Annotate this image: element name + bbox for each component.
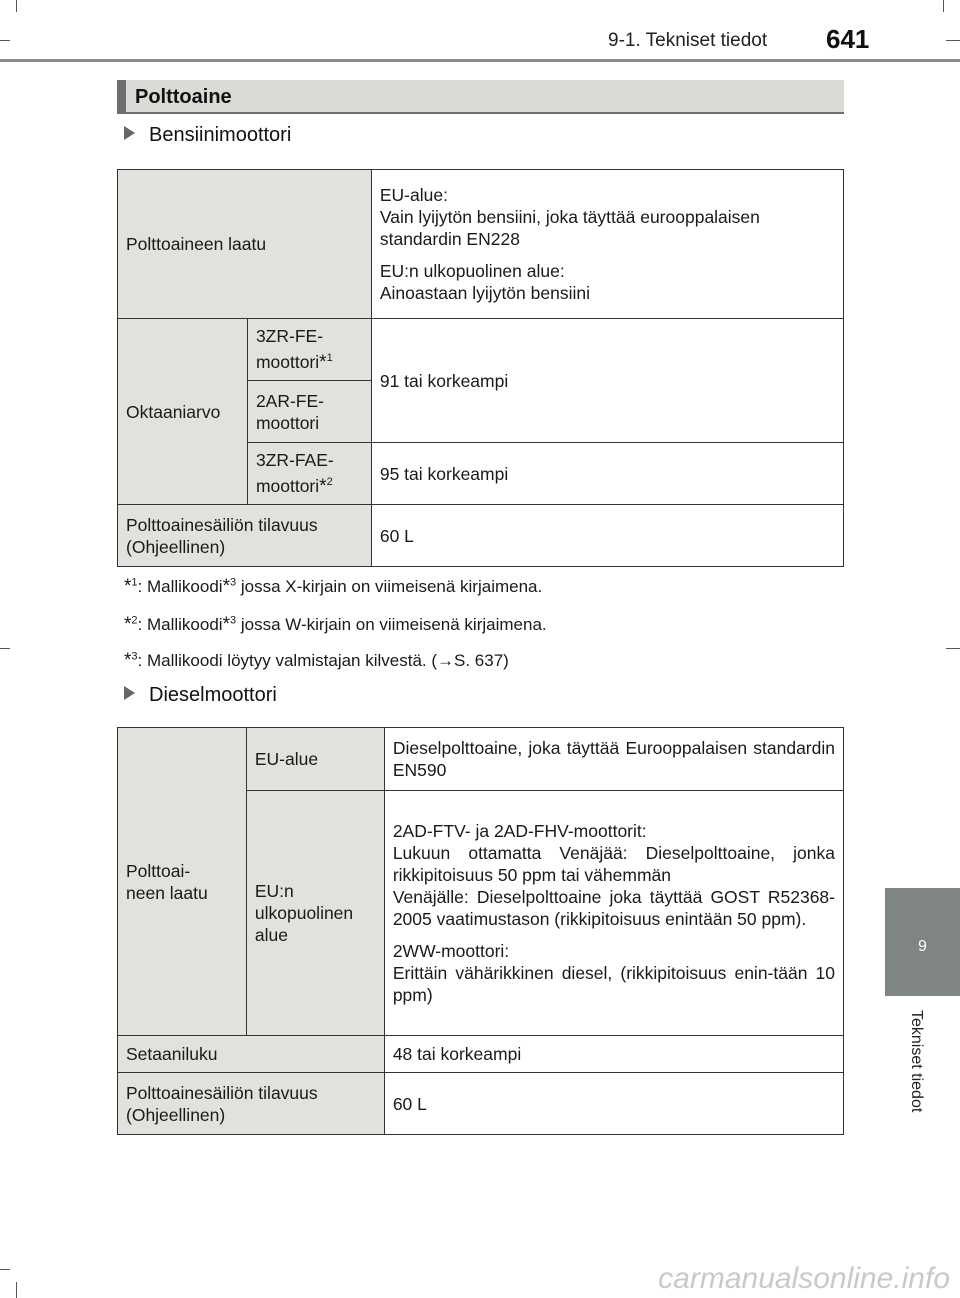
watermark: carmanualsonline.info [658,1262,950,1295]
engine-word: moottori [255,412,320,433]
footnote-text: jossa X-kirjain on viimeisenä kirjaimena. [236,577,543,596]
footnote-text: : Mallikoodi [137,577,223,596]
section-title: Polttoaine [135,86,232,108]
tank-label-line: (Ohjeellinen) [126,1104,226,1125]
noneu-engine-title: 2AD-FTV- ja 2AD-FHV-moottorit: [392,821,647,841]
engine-word: moottori [255,475,320,496]
chapter-label-text: Tekniset tiedot [908,1010,925,1113]
arrow-right-icon: → [437,651,455,670]
footnote-text: S. 637) [454,651,509,670]
running-head: 9-1. Tekniset tiedot [608,30,768,51]
noneu-text: Erittäin vähärikkinen diesel, (rikkipitoisuus enin-tään 10 ppm) [392,963,835,1005]
diesel-heading-text: Dieselmoottori [149,684,277,706]
label-line: ulkopuolinen [254,903,354,923]
label-line: EU:n [254,881,294,901]
octane-label: Oktaaniarvo [118,319,248,505]
table-row [118,1073,844,1135]
noneu-engine-title: 2WW-moottori: [392,941,510,961]
section-heading-bar [117,80,126,112]
chapter-tab [885,888,960,996]
footnote-mark: 1 [131,576,138,589]
petrol-tank-label [118,505,372,567]
octane-value-95: 95 tai korkeampi [371,443,843,505]
label-line: alue [254,925,288,945]
octane-value-91: 91 tai korkeampi [371,319,843,443]
noneu-value [384,791,843,1036]
footnote-mark: 2 [131,614,138,627]
footnote-asterisk: * [319,475,327,497]
diesel-quality-label [118,728,247,1036]
engine-name: 2AR-FE- [255,390,324,411]
footnote-text: : Mallikoodi löytyy valmistajan kilvestä. ( [137,651,438,670]
petrol-quality-label: Polttoaineen laatu [118,170,372,319]
table-row [118,505,844,567]
petrol-quality-eu-text: Vain lyijytön bensiini, joka täyttää eurooppalaisen standardin EN228 [379,207,760,249]
table-row [118,319,844,381]
header-rule [0,59,960,62]
footnote-ref: 3 [229,614,237,627]
diesel-heading [124,684,277,707]
petrol-spec-table [117,169,844,567]
engine-3zr-fae [247,443,371,505]
crop-mark [0,648,10,649]
cetane-value: 48 tai korkeampi [384,1036,843,1073]
petrol-quality-noneu-text: Ainoastaan lyijytön bensiini [379,283,590,303]
footnote-ref: 3 [229,576,237,589]
triangle-bullet-icon [124,126,135,140]
tank-label-line: Polttoainesäiliön tilavuus [126,1082,318,1103]
footnote-asterisk: * [222,576,230,597]
petrol-quality-value [371,170,843,319]
eu-value: Dieselpolttoaine, joka täyttää Eurooppalaisen standardin EN590 [384,728,843,791]
crop-mark [943,0,944,12]
table-row [118,170,844,319]
footnote-asterisk: * [319,351,327,373]
footnote-2 [124,614,547,636]
footnote-1 [124,576,542,598]
footnote-asterisk: * [124,614,132,635]
tank-label-line: Polttoainesäiliön tilavuus [126,514,318,535]
petrol-quality-eu-title: EU-alue: [379,185,448,205]
page-number: 641 [826,24,870,54]
footnote-asterisk: * [222,614,230,635]
noneu-text: Lukuun ottamatta Venäjää: Dieselpolttoaine, jonka rikkipitoisuus 50 ppm tai vähemmän [392,843,835,885]
footnote-asterisk: * [124,576,132,597]
diesel-spec-table [117,727,844,1135]
footnote-3 [124,650,509,672]
table-row [118,728,844,791]
engine-name: 3ZR-FAE- [255,450,334,471]
crop-mark [946,40,960,41]
crop-mark [0,40,10,41]
footnote-ref: 1 [326,352,333,365]
footnote-mark: 3 [131,650,138,663]
engine-3zr-fe [247,319,371,381]
footnote-asterisk: * [124,650,132,671]
section-heading [117,80,844,114]
diesel-tank-value: 60 L [384,1073,843,1135]
footnote-text: : Mallikoodi [137,615,223,634]
cetane-label: Setaaniluku [118,1036,385,1073]
triangle-bullet-icon [124,686,135,700]
tank-label-line: (Ohjeellinen) [126,536,226,557]
petrol-quality-noneu-title: EU:n ulkopuolinen alue: [379,261,565,281]
crop-mark [0,1269,10,1270]
eu-label: EU-alue [246,728,384,791]
footnote-text: jossa W-kirjain on viimeisenä kirjaimena. [236,615,547,634]
chapter-number: 9 [918,938,927,955]
label-line: neen laatu [126,882,208,903]
engine-word: moottori [255,351,320,372]
label-line: Polttoai- [126,860,191,881]
table-row [118,1036,844,1073]
engine-2ar-fe [247,381,371,443]
petrol-heading-text: Bensiinimoottori [149,124,292,146]
noneu-text: Venäjälle: Dieselpolttoaine joka täyttää GOST R52368-2005 vaatimustason (rikkipitoisuus enintään 50 ppm). [392,887,835,929]
footnote-ref: 2 [326,476,333,489]
petrol-heading [124,124,291,147]
chapter-label [905,1010,925,1140]
noneu-label [246,791,384,1036]
crop-mark [16,1282,17,1298]
crop-mark [946,648,960,649]
petrol-tank-value: 60 L [371,505,843,567]
engine-name: 3ZR-FE- [255,326,324,347]
crop-mark [16,0,17,12]
diesel-tank-label [118,1073,385,1135]
